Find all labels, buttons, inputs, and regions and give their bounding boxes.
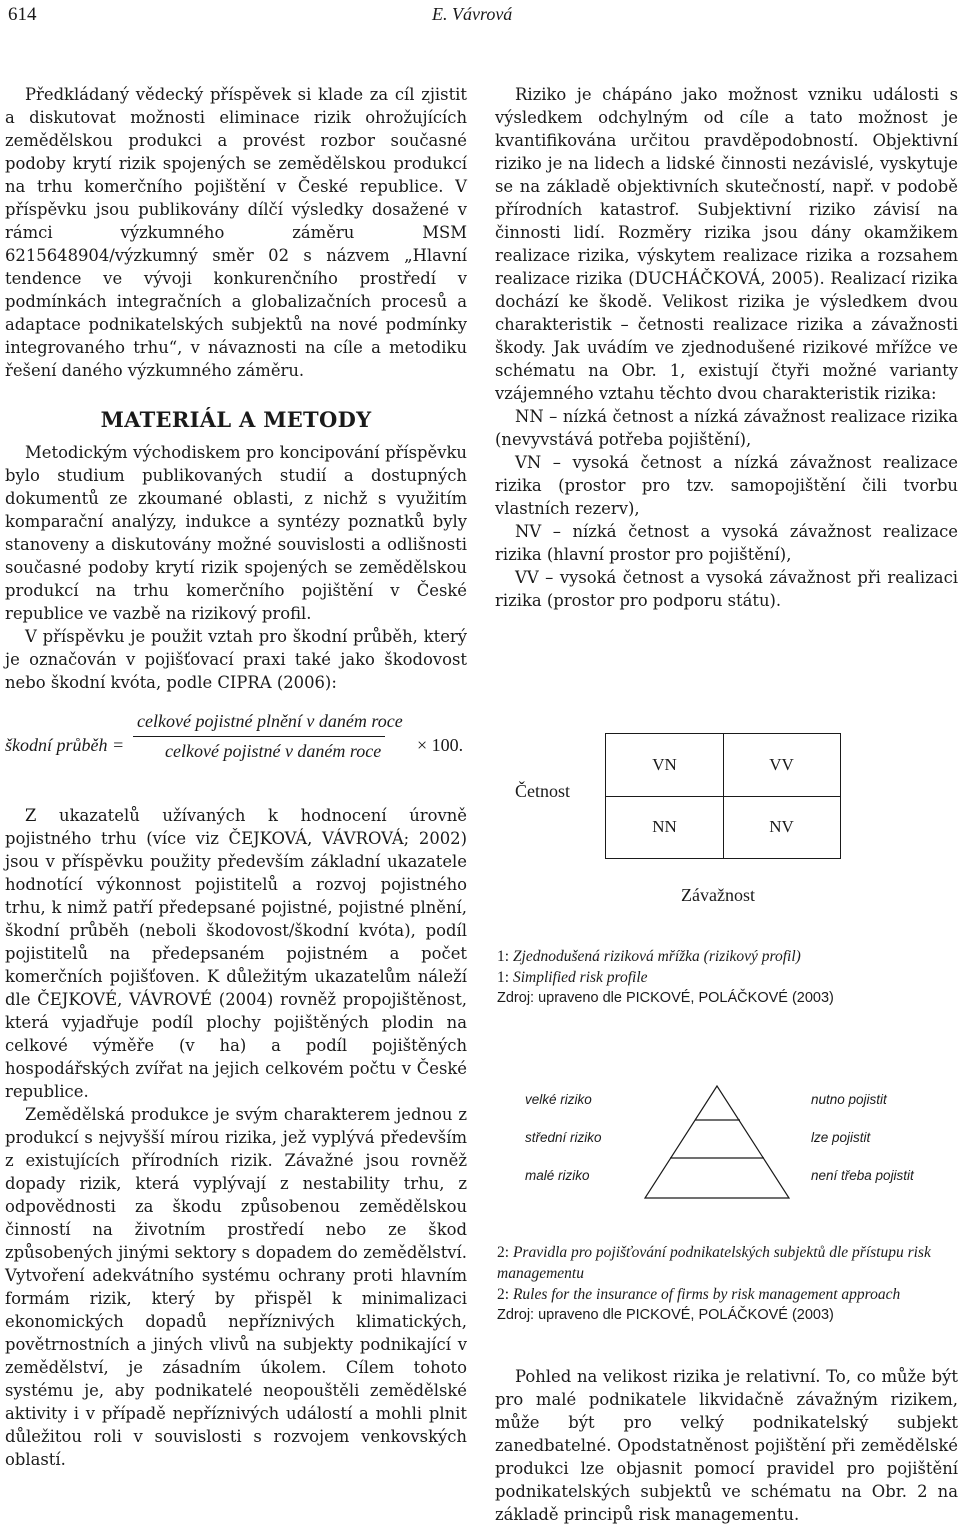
caption-cz-number: 2:	[497, 1244, 510, 1261]
formula-intro: V příspěvku je použit vztah pro škodní průběh, který je označován v pojišťovací praxi také jako škodovost nebo škodní kvóta, podle CIPRA (2006):	[5, 627, 467, 692]
indicators-paragraph: Z ukazatelů užívaných k hodnocení úrovně pojistného trhu (více viz ČEJKOVÁ, VÁVROVÁ; 2002) jsou v příspěvku použity především základní ukazatele hodnotící výkonnost pojistitelů a rozvoj pojistného trhu, k nimž patří předepsané pojistné, pojistné plnění, škodní průběh (neboli škodovost/škodní kvóta), podíl pojistitelů na předepsaném pojistném a počet komerčních pojišťoven. K důležitým ukazatelům náleží dle ČEJKOVÉ, VÁVROVÉ (2004) rovněž propojištěnost, která vyjadřuje podíl plochy pojištěných plodin na celkové výměře (v ha) a podíl pojištěných hospodářských zvířat na jejich celkovém počtu v České republice.	[5, 806, 467, 1101]
label-large-risk: velké riziko	[525, 1092, 592, 1107]
label-must-insure: nutno pojistit	[811, 1092, 887, 1107]
caption-cz-text: Pravidla pro pojišťování podnikatelských subjektů dle přístupu risk managementu	[497, 1244, 931, 1282]
insurance-rules-figure	[495, 1080, 958, 1200]
variant-nv: NV – nízká četnost a vysoká závažnost realizace rizika (hlavní prostor pro pojištění),	[495, 522, 958, 564]
figure-1-caption	[497, 946, 957, 1009]
formula-multiplier: × 100.	[417, 735, 464, 755]
risk-paragraph: Riziko je chápáno jako možnost vzniku události s výsledkem odchylným od cíle a tato možnost je kvantifikována určitou pravděpodobností. Objektivní riziko je na lidech a lidské činnosti nezávislé, vyskytuje se na základě objektivních skutečností, např. v podobě přírodních katastrof. Subjektivní riziko závisí na činnosti lidí. Rozměry rizika jsou dány okamžikem realizace rizika, výskytem realizace rizika a rozsahem realizace rizika (DUCHÁČKOVÁ, 2005). Realizací rizika dochází ke škodě. Velikost rizika je výsledkem dvou charakteristik – četnosti realizace rizika a závažnosti škody. Jak uvádím ve zjednodušené rizikové mřížce ve schématu na Obr. 1, existují čtyři možné varianty vzájemného vztahu těchto dvou charakteristik rizika:	[495, 85, 958, 403]
caption-source: Zdroj: upraveno dle PICKOVÉ, POLÁČKOVÉ (2003)	[497, 990, 834, 1006]
fraction-bar	[133, 736, 385, 737]
grid-cell-vn: VN	[652, 755, 677, 774]
severity-axis-label: Závažnost	[681, 885, 755, 905]
closing-paragraph: Pohled na velikost rizika je relativní. To, co může být pro malé podnikatele likvidačně závažným rizikem, může být pro velký podnikatelský subjekt zanedbatelné. Opodstatněnost pojištění při zemědělské produkci lze objasnit pomocí pravidel pro pojištění podnikatelských subjektů ve schématu na Obr. 2 na základě principů risk managementu.	[495, 1367, 958, 1524]
agriculture-paragraph: Zemědělská produkce je svým charakterem jednou z produkcí s nejvyšší mírou rizika, jež vyplývá především z existujících přírodních rizik. Závažné jsou rovněž dopady rizik, která vyplývají z nestability trhu, z odpovědnosti za škodu způsobenou zemědělskou činností na životním prostředí nebo ze škod způsobených jinými sektory s dopadem do zemědělství. Vytvoření adekvátního systému ochrany proti hlavním formám rizik, který by přispěl k minimalizaci ekonomických dopadů nepříznivých klimatických, povětrnostních a jiných vlivů na subjekty podnikající v zemědělství, je zásadním úkolem. Cílem tohoto systému je, aby podnikatelé neopouštěli zemědělské aktivity i v případě nepříznivých událostí a mohli plnit důležitou roli v souvislosti s rozvojem venkovských oblastí.	[5, 1105, 467, 1469]
label-medium-risk: střední riziko	[525, 1130, 602, 1145]
right-column	[495, 83, 958, 612]
risk-grid-figure	[495, 733, 958, 913]
page-number: 614	[8, 4, 37, 25]
left-column	[5, 83, 467, 1471]
caption-en-text: Rules for the insurance of firms by risk management approach	[512, 1286, 901, 1303]
caption-cz-number: 1:	[497, 948, 510, 965]
label-small-risk: malé riziko	[525, 1168, 590, 1183]
figure-2-caption	[497, 1242, 957, 1326]
variant-vv: VV – vysoká četnost a vysoká závažnost při realizaci rizika (prostor pro podporu státu).	[495, 568, 958, 610]
caption-en-number: 1:	[497, 969, 510, 986]
label-no-need: není třeba pojistit	[811, 1168, 914, 1183]
intro-paragraph: Předkládaný vědecký příspěvek si klade za cíl zjistit a diskutovat možnosti eliminace rizik ohrožujících zemědělskou produkci a provést rozbor současné podoby krytí rizik spojených se zemědělskou produkcí na trhu komerčního pojištění v České republice. V příspěvku jsou publikovány dílčí výsledky dosažené v rámci výzkumného záměru MSM 6215648904/výzkumný směr 02 s názvem „Hlavní tendence ve vývoji konkurenčního prostředí v podmínkách integračních a globalizačních procesů a adaptace podnikatelských subjektů na nové podmínky integrovaného trhu“, v návaznosti na cíle a metodiku řešení daného výzkumného záměru.	[5, 85, 467, 380]
grid-cell-vv: VV	[769, 755, 794, 774]
right-column-closing	[495, 1365, 958, 1526]
running-head: E. Vávrová	[432, 4, 513, 24]
caption-en-text: Simplified risk profile	[512, 969, 648, 986]
risk-grid	[605, 733, 841, 859]
frequency-axis-label: Četnost	[515, 781, 571, 801]
variant-vn: VN – vysoká četnost a nízká závažnost realizace rizika (prostor pro tzv. samopojištění čili tvorbu vlastních rezerv),	[495, 453, 958, 518]
caption-cz-text: Zjednodušená riziková mřížka (rizikový profil)	[512, 948, 801, 965]
formula-denominator: celkové pojistné v daném roce	[165, 741, 382, 761]
formula-numerator: celkové pojistné plnění v daném roce	[137, 711, 403, 731]
label-can-insure: lze pojistit	[811, 1130, 871, 1145]
page-header	[0, 0, 960, 30]
grid-cell-nn: NN	[652, 817, 677, 836]
loss-ratio-formula	[5, 710, 467, 780]
methods-paragraph: Metodickým východiskem pro koncipování příspěvku bylo studium publikovaných studií a dostupných dokumentů ze zkoumané oblasti, z nichž s využitím komparační analýzy, indukce a syntézy poznatků byly stanoveny a diskutovány možné souvislosti a odlišnosti současné podoby krytí rizik spojených se zemědělskou produkcí na trhu komerčního pojištění v České republice ve vazbě na rizikový profil.	[5, 443, 467, 623]
section-heading: MATERIÁL A METODY	[100, 407, 372, 432]
caption-en-number: 2:	[497, 1286, 510, 1303]
formula-lhs: škodní průběh =	[5, 735, 125, 755]
variant-nn: NN – nízká četnost a nízká závažnost realizace rizika (nevyvstává potřeba pojištění),	[495, 407, 958, 449]
risk-triangle	[645, 1086, 789, 1198]
caption-source: Zdroj: upraveno dle PICKOVÉ, POLÁČKOVÉ (2003)	[497, 1307, 834, 1323]
grid-cell-nv: NV	[769, 817, 794, 836]
